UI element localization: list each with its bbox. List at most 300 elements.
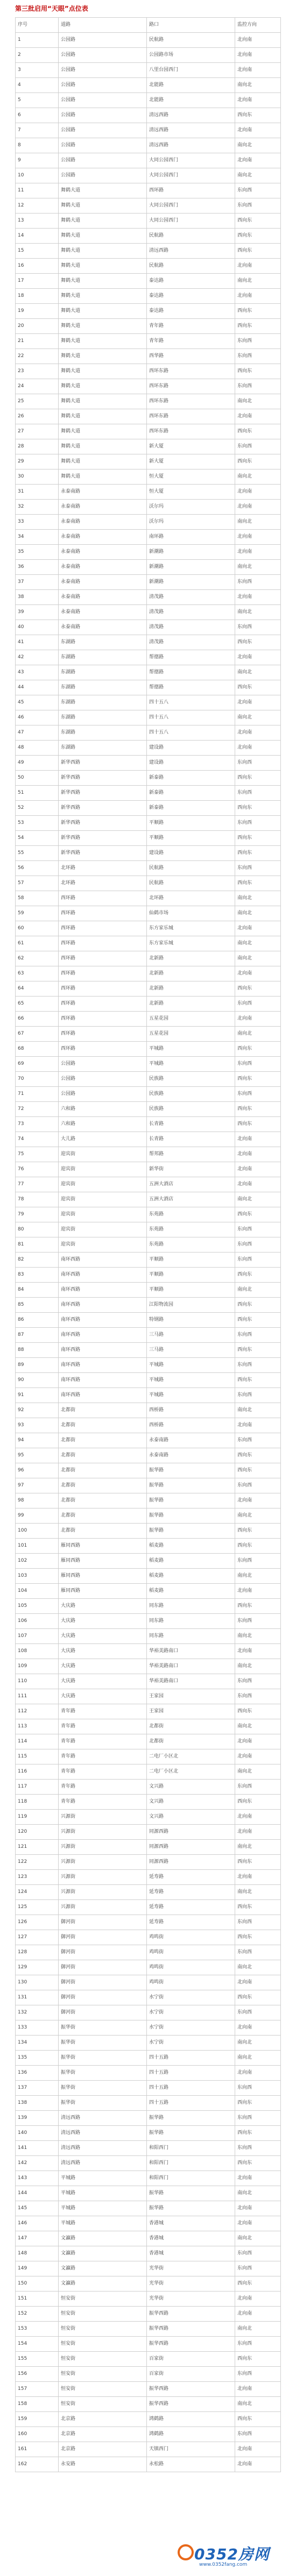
- table-row: [16, 710, 281, 725]
- cell-index: 129: [16, 1960, 59, 1975]
- cell-intersection: 平顺路: [147, 1253, 235, 1268]
- table-row: [16, 1945, 281, 1960]
- cell-intersection: 水宁街: [147, 2036, 235, 2051]
- cell-road: 清远西路: [59, 2156, 147, 2171]
- table-row: [16, 153, 281, 168]
- table-row: [16, 1825, 281, 1840]
- cell-direction: 西向东: [235, 1117, 281, 1132]
- cell-road: 永泰南路: [59, 545, 147, 560]
- table-row: [16, 1358, 281, 1373]
- cell-intersection: 五星花园: [147, 1027, 235, 1042]
- cell-road: 振华街: [59, 2051, 147, 2066]
- cell-intersection: 建设路: [147, 756, 235, 771]
- cell-road: 永泰南路: [59, 575, 147, 590]
- cell-direction: 西向东: [235, 1900, 281, 1915]
- cell-index: 48: [16, 741, 59, 756]
- cell-road: 舞鹤大道: [59, 364, 147, 379]
- cell-intersection: 西华路: [147, 349, 235, 364]
- cell-index: 101: [16, 1539, 59, 1554]
- cell-direction: 东向西: [235, 1614, 281, 1629]
- cell-direction: 西向东: [235, 244, 281, 259]
- cell-direction: 东向西: [235, 1222, 281, 1237]
- table-row: [16, 1539, 281, 1554]
- cell-index: 75: [16, 1147, 59, 1162]
- camera-location-table: [15, 17, 281, 2472]
- cell-direction: 东向西: [235, 620, 281, 635]
- cell-index: 4: [16, 78, 59, 93]
- cell-direction: 北向南: [235, 2307, 281, 2322]
- cell-intersection: 西桥路: [147, 1418, 235, 1433]
- cell-intersection: 西环东路: [147, 409, 235, 424]
- cell-intersection: 新泰路: [147, 786, 235, 801]
- cell-intersection: 振华西路: [147, 2382, 235, 2397]
- table-row: [16, 319, 281, 334]
- cell-direction: 南向北: [235, 1719, 281, 1734]
- cell-intersection: 青年路: [147, 319, 235, 334]
- cell-index: 109: [16, 1659, 59, 1674]
- cell-intersection: 延寿路: [147, 1870, 235, 1885]
- cell-road: 北都街: [59, 1463, 147, 1478]
- cell-direction: 北向南: [235, 1749, 281, 1764]
- cell-direction: 东向西: [235, 1433, 281, 1448]
- cell-index: 155: [16, 2352, 59, 2367]
- cell-index: 136: [16, 2066, 59, 2081]
- cell-index: 126: [16, 1915, 59, 1930]
- table-row: [16, 2066, 281, 2081]
- cell-direction: 北向南: [235, 921, 281, 936]
- cell-direction: 南向北: [235, 2322, 281, 2337]
- table-row: [16, 1508, 281, 1524]
- table-row: [16, 1614, 281, 1629]
- cell-direction: 西向东: [235, 1990, 281, 2005]
- cell-direction: 北向南: [235, 1418, 281, 1433]
- cell-intersection: 北新路: [147, 966, 235, 981]
- cell-direction: 北向南: [235, 1493, 281, 1508]
- cell-road: 公园路: [59, 1057, 147, 1072]
- cell-direction: 东向西: [235, 334, 281, 349]
- cell-direction: 东向西: [235, 1253, 281, 1268]
- table-row: [16, 530, 281, 545]
- cell-intersection: 清远西路: [147, 138, 235, 153]
- table-row: [16, 2367, 281, 2382]
- cell-road: 永安路: [59, 2457, 147, 2472]
- cell-road: 恒安街: [59, 2352, 147, 2367]
- cell-direction: 西向东: [235, 1102, 281, 1117]
- table-row: [16, 1237, 281, 1253]
- cell-road: 东湖路: [59, 725, 147, 741]
- cell-intersection: 民族路: [147, 1087, 235, 1102]
- cell-intersection: 王家园: [147, 1689, 235, 1704]
- cell-intersection: 长青路: [147, 1132, 235, 1147]
- cell-road: 公园路: [59, 123, 147, 138]
- table-row: [16, 485, 281, 500]
- cell-direction: 东向西: [235, 2246, 281, 2261]
- cell-index: 95: [16, 1448, 59, 1463]
- cell-road: 青年路: [59, 1749, 147, 1764]
- cell-index: 24: [16, 379, 59, 394]
- cell-intersection: 振华西路: [147, 2397, 235, 2412]
- cell-road: 公园路: [59, 93, 147, 108]
- cell-index: 53: [16, 816, 59, 831]
- cell-direction: 西向东: [235, 304, 281, 319]
- table-row: [16, 259, 281, 274]
- cell-intersection: 天镇西门: [147, 2442, 235, 2457]
- cell-road: 恒安街: [59, 2367, 147, 2382]
- cell-road: 永泰南路: [59, 530, 147, 545]
- cell-index: 3: [16, 63, 59, 78]
- cell-intersection: 永泰南路: [147, 1433, 235, 1448]
- cell-direction: 东向西: [235, 198, 281, 214]
- cell-road: 清远西路: [59, 2141, 147, 2156]
- cell-index: 146: [16, 2216, 59, 2231]
- cell-index: 45: [16, 695, 59, 710]
- cell-index: 21: [16, 334, 59, 349]
- cell-direction: 北向南: [235, 530, 281, 545]
- cell-index: 81: [16, 1237, 59, 1253]
- cell-intersection: 同东路: [147, 1599, 235, 1614]
- cell-direction: 西向东: [235, 635, 281, 650]
- cell-road: 兴源街: [59, 1885, 147, 1900]
- cell-road: 舞鹤大道: [59, 379, 147, 394]
- cell-intersection: 民航路: [147, 259, 235, 274]
- cell-index: 67: [16, 1027, 59, 1042]
- cell-direction: 北向南: [235, 1162, 281, 1177]
- cell-index: 99: [16, 1508, 59, 1524]
- table-row: [16, 1147, 281, 1162]
- cell-direction: 北向南: [235, 1132, 281, 1147]
- cell-intersection: 稻麦路: [147, 1554, 235, 1569]
- table-row: [16, 1885, 281, 1900]
- table-row: [16, 1087, 281, 1102]
- table-row: [16, 2457, 281, 2472]
- cell-direction: 北向南: [235, 545, 281, 560]
- cell-intersection: 民族路: [147, 1102, 235, 1117]
- table-row: [16, 756, 281, 771]
- table-row: [16, 846, 281, 861]
- cell-intersection: 东方家乐城: [147, 921, 235, 936]
- cell-road: 北京路: [59, 2412, 147, 2427]
- cell-intersection: 民航路: [147, 229, 235, 244]
- cell-intersection: 稻麦路: [147, 1539, 235, 1554]
- cell-direction: 北向南: [235, 2066, 281, 2081]
- cell-direction: 北向南: [235, 2171, 281, 2186]
- cell-road: 南环西路: [59, 1268, 147, 1283]
- cell-road: 大庆路: [59, 1614, 147, 1629]
- cell-index: 132: [16, 2005, 59, 2020]
- cell-intersection: 平城路: [147, 1042, 235, 1057]
- table-row: [16, 2096, 281, 2111]
- cell-direction: 南向北: [235, 138, 281, 153]
- cell-intersection: 沃尔玛: [147, 500, 235, 515]
- page-title: 第三批启用“天眼”点位表: [15, 5, 88, 12]
- cell-index: 72: [16, 1102, 59, 1117]
- table-row: [16, 906, 281, 921]
- table-row: [16, 1132, 281, 1147]
- table-row: [16, 1253, 281, 1268]
- cell-road: 御河街: [59, 1945, 147, 1960]
- cell-road: 北京路: [59, 2427, 147, 2442]
- cell-road: 舞鹤大道: [59, 289, 147, 304]
- table-row: [16, 424, 281, 439]
- cell-road: 公园路: [59, 78, 147, 93]
- cell-index: 151: [16, 2292, 59, 2307]
- cell-road: 迎宾街: [59, 1192, 147, 1207]
- logo-ring-icon: [178, 2544, 194, 2560]
- table-row: [16, 138, 281, 153]
- cell-index: 78: [16, 1192, 59, 1207]
- cell-direction: 北向南: [235, 289, 281, 304]
- cell-index: 85: [16, 1298, 59, 1313]
- cell-intersection: 光华街: [147, 2261, 235, 2276]
- cell-index: 130: [16, 1975, 59, 1990]
- cell-index: 117: [16, 1780, 59, 1795]
- cell-intersection: 鸡鸣街: [147, 1945, 235, 1960]
- cell-direction: 东向西: [235, 816, 281, 831]
- cell-intersection: 平城路: [147, 1057, 235, 1072]
- cell-direction: 南向北: [235, 1764, 281, 1780]
- cell-intersection: 稻麦路: [147, 1569, 235, 1584]
- cell-road: 御河街: [59, 1930, 147, 1945]
- cell-direction: 西向东: [235, 2352, 281, 2367]
- cell-road: 大庆路: [59, 1629, 147, 1644]
- cell-direction: 西向东: [235, 680, 281, 695]
- table-row: [16, 183, 281, 198]
- table-row: [16, 2397, 281, 2412]
- cell-intersection: 平城路: [147, 1388, 235, 1403]
- cell-road: 恒安街: [59, 2322, 147, 2337]
- cell-road: 北都街: [59, 1478, 147, 1493]
- cell-direction: 南向北: [235, 1569, 281, 1584]
- cell-index: 7: [16, 123, 59, 138]
- cell-direction: 东向西: [235, 1689, 281, 1704]
- cell-index: 44: [16, 680, 59, 695]
- cell-road: 北京路: [59, 2442, 147, 2457]
- cell-direction: 南向北: [235, 710, 281, 725]
- cell-index: 38: [16, 590, 59, 605]
- cell-intersection: 四十五路: [147, 2051, 235, 2066]
- cell-direction: 东向西: [235, 786, 281, 801]
- cell-direction: 东向西: [235, 1358, 281, 1373]
- cell-index: 69: [16, 1057, 59, 1072]
- cell-index: 150: [16, 2276, 59, 2292]
- cell-road: 恒安街: [59, 2397, 147, 2412]
- cell-direction: 南向北: [235, 906, 281, 921]
- cell-direction: 西向东: [235, 876, 281, 891]
- table-row: [16, 997, 281, 1012]
- cell-index: 113: [16, 1719, 59, 1734]
- table-row: [16, 1373, 281, 1388]
- cell-index: 87: [16, 1328, 59, 1343]
- cell-intersection: 振华路: [147, 1493, 235, 1508]
- cell-road: 西环路: [59, 891, 147, 906]
- table-row: [16, 876, 281, 891]
- table-row: [16, 334, 281, 349]
- cell-road: 北环路: [59, 876, 147, 891]
- table-row: [16, 2427, 281, 2442]
- table-row: [16, 2186, 281, 2201]
- cell-index: 64: [16, 981, 59, 997]
- cell-intersection: 文兴路: [147, 1810, 235, 1825]
- cell-road: 大儿路: [59, 1132, 147, 1147]
- cell-direction: 南向北: [235, 274, 281, 289]
- cell-index: 65: [16, 997, 59, 1012]
- cell-index: 138: [16, 2096, 59, 2111]
- table-row: [16, 2322, 281, 2337]
- cell-road: 公园路: [59, 108, 147, 123]
- cell-intersection: 东苑路: [147, 1222, 235, 1237]
- cell-intersection: 沃尔玛: [147, 515, 235, 530]
- cell-intersection: 南环路: [147, 530, 235, 545]
- cell-direction: 西向东: [235, 846, 281, 861]
- cell-direction: 东向西: [235, 2005, 281, 2020]
- cell-index: 152: [16, 2307, 59, 2322]
- table-row: [16, 545, 281, 560]
- cell-direction: 北向南: [235, 63, 281, 78]
- table-row: [16, 2111, 281, 2126]
- cell-road: 北都街: [59, 1493, 147, 1508]
- cell-index: 110: [16, 1674, 59, 1689]
- cell-index: 121: [16, 1840, 59, 1855]
- table-row: [16, 1795, 281, 1810]
- cell-index: 58: [16, 891, 59, 906]
- cell-direction: 南向北: [235, 605, 281, 620]
- cell-road: 公园路: [59, 153, 147, 168]
- cell-intersection: 光华街: [147, 2292, 235, 2307]
- cell-direction: 西向东: [235, 2412, 281, 2427]
- cell-intersection: 北新路: [147, 997, 235, 1012]
- cell-index: 86: [16, 1313, 59, 1328]
- cell-intersection: 振华路: [147, 1524, 235, 1539]
- cell-road: 西环路: [59, 966, 147, 981]
- cell-intersection: 鸡鸣街: [147, 1930, 235, 1945]
- cell-road: 文瀛路: [59, 2261, 147, 2276]
- cell-intersection: 建设路: [147, 741, 235, 756]
- cell-road: 南环西路: [59, 1328, 147, 1343]
- cell-road: 兴源街: [59, 1900, 147, 1915]
- cell-direction: 南向北: [235, 2051, 281, 2066]
- cell-intersection: 新华街: [147, 1162, 235, 1177]
- cell-road: 兴源街: [59, 1870, 147, 1885]
- cell-road: 文瀛路: [59, 2246, 147, 2261]
- cell-road: 平城路: [59, 2216, 147, 2231]
- cell-index: 106: [16, 1614, 59, 1629]
- cell-intersection: 新泰路: [147, 771, 235, 786]
- cell-direction: 西向东: [235, 771, 281, 786]
- table-row: [16, 1162, 281, 1177]
- cell-road: 青年路: [59, 1719, 147, 1734]
- cell-road: 舞鹤大道: [59, 183, 147, 198]
- cell-intersection: 西环东路: [147, 379, 235, 394]
- cell-road: 御河街: [59, 1975, 147, 1990]
- cell-index: 46: [16, 710, 59, 725]
- cell-direction: 北向南: [235, 741, 281, 756]
- cell-index: 116: [16, 1764, 59, 1780]
- cell-road: 振华街: [59, 2096, 147, 2111]
- table-row: [16, 2201, 281, 2216]
- table-header-row: [16, 18, 281, 33]
- cell-intersection: 新潮路: [147, 575, 235, 590]
- cell-index: 19: [16, 304, 59, 319]
- cell-direction: 南向北: [235, 469, 281, 485]
- cell-intersection: 西环东路: [147, 364, 235, 379]
- cell-intersection: 清茂路: [147, 605, 235, 620]
- watermark: [178, 2543, 285, 2570]
- table-row: [16, 469, 281, 485]
- table-row: [16, 786, 281, 801]
- cell-intersection: 光华街: [147, 2276, 235, 2292]
- table-row: [16, 1569, 281, 1584]
- cell-road: 迎宾街: [59, 1222, 147, 1237]
- cell-intersection: 民族路: [147, 1072, 235, 1087]
- cell-index: 43: [16, 665, 59, 680]
- cell-direction: 北向南: [235, 2382, 281, 2397]
- table-row: [16, 1403, 281, 1418]
- cell-road: 青年路: [59, 1734, 147, 1749]
- cell-direction: 东向西: [235, 2337, 281, 2352]
- cell-road: 舞鹤大道: [59, 424, 147, 439]
- cell-intersection: 青年路: [147, 334, 235, 349]
- cell-road: 兴源街: [59, 1855, 147, 1870]
- cell-road: 舞鹤大道: [59, 439, 147, 454]
- header-intersection: 路口: [147, 18, 235, 33]
- cell-intersection: 振华路: [147, 2201, 235, 2216]
- cell-intersection: 平顺路: [147, 831, 235, 846]
- cell-direction: 东向西: [235, 1674, 281, 1689]
- cell-direction: 东向西: [235, 997, 281, 1012]
- table-row: [16, 1810, 281, 1825]
- table-row: [16, 1072, 281, 1087]
- cell-intersection: 北新路: [147, 981, 235, 997]
- cell-direction: 南向北: [235, 1192, 281, 1207]
- table-row: [16, 1644, 281, 1659]
- cell-direction: 南向北: [235, 1960, 281, 1975]
- cell-index: 32: [16, 500, 59, 515]
- cell-road: 永泰南路: [59, 515, 147, 530]
- cell-road: 西环路: [59, 951, 147, 966]
- cell-intersection: 香港城: [147, 2231, 235, 2246]
- cell-direction: 东向西: [235, 1087, 281, 1102]
- cell-road: 舞鹤大道: [59, 229, 147, 244]
- cell-intersection: 泰达路: [147, 289, 235, 304]
- cell-road: 平城路: [59, 2201, 147, 2216]
- table-row: [16, 801, 281, 816]
- cell-road: 舞鹤大道: [59, 349, 147, 364]
- cell-direction: 东向西: [235, 756, 281, 771]
- cell-index: 158: [16, 2397, 59, 2412]
- cell-intersection: 新潮路: [147, 560, 235, 575]
- cell-intersection: 延寿路: [147, 1885, 235, 1900]
- cell-direction: 西向东: [235, 108, 281, 123]
- table-row: [16, 394, 281, 409]
- cell-index: 123: [16, 1870, 59, 1885]
- table-row: [16, 2036, 281, 2051]
- table-row: [16, 2216, 281, 2231]
- cell-index: 108: [16, 1644, 59, 1659]
- table-row: [16, 2246, 281, 2261]
- table-row: [16, 2307, 281, 2322]
- table-row: [16, 500, 281, 515]
- table-row: [16, 515, 281, 530]
- cell-road: 迎宾街: [59, 1162, 147, 1177]
- cell-direction: 西向东: [235, 2276, 281, 2292]
- cell-index: 57: [16, 876, 59, 891]
- cell-index: 68: [16, 1042, 59, 1057]
- cell-intersection: 四十五路: [147, 2096, 235, 2111]
- table-row: [16, 936, 281, 951]
- cell-index: 104: [16, 1584, 59, 1599]
- cell-index: 111: [16, 1689, 59, 1704]
- cell-direction: 东向西: [235, 861, 281, 876]
